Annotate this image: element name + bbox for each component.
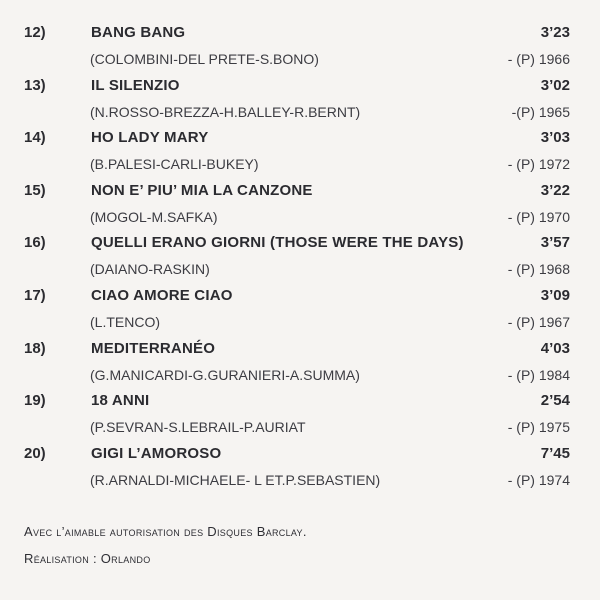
track-credits: (G.MANICARDI-G.GURANIERI-A.SUMMA)	[90, 366, 360, 383]
track-credits: (DAIANO-RASKIN)	[90, 261, 210, 278]
track-title: HO LADY MARY	[91, 129, 209, 147]
track-duration: 3’23	[540, 24, 570, 41]
track-publication: - (P) 1972	[507, 156, 570, 173]
track-publication: - (P) 1975	[507, 419, 570, 436]
track-title: BANG BANG	[91, 24, 186, 41]
track-number: 14)	[24, 129, 46, 147]
track-row	[0, 125, 600, 178]
track-title: GIGI L’AMOROSO	[91, 444, 222, 462]
track-credits: (P.SEVRAN-S.LEBRAIL-P.AURIAT	[90, 419, 306, 436]
track-title: IL SILENZIO	[91, 76, 180, 94]
track-publication: - (P) 1967	[507, 313, 570, 330]
track-row	[0, 73, 600, 126]
track-publication: - (P) 1974	[507, 471, 570, 488]
track-number: 16)	[24, 234, 46, 252]
track-number: 17)	[24, 286, 46, 304]
track-credits: (N.ROSSO-BREZZA-H.BALLEY-R.BERNT)	[90, 103, 361, 120]
track-number: 19)	[24, 392, 46, 410]
track-publication: - (P) 1966	[507, 51, 570, 67]
track-title: NON E’ PIU’ MIA LA CANZONE	[91, 181, 313, 199]
track-credits: (L.TENCO)	[90, 313, 160, 330]
track-duration: 2’54	[540, 392, 570, 410]
track-number: 18)	[24, 339, 46, 357]
track-duration: 3’22	[540, 181, 570, 199]
track-duration: 3’09	[540, 286, 570, 304]
track-row	[0, 20, 600, 73]
track-title: CIAO AMORE CIAO	[91, 286, 233, 304]
track-number: 20)	[24, 444, 46, 462]
track-duration: 3’03	[540, 129, 570, 147]
track-publication: - (P) 1970	[507, 208, 570, 225]
track-row	[0, 388, 600, 441]
track-title: QUELLI ERANO GIORNI (THOSE WERE THE DAYS)	[91, 234, 464, 252]
track-row	[0, 230, 600, 283]
track-row	[0, 441, 600, 494]
track-row	[0, 283, 600, 336]
track-title: MEDITERRANÉO	[91, 339, 216, 357]
track-credits: (COLOMBINI-DEL PRETE-S.BONO)	[90, 51, 319, 67]
track-row	[0, 336, 600, 389]
track-publication: - (P) 1984	[507, 366, 570, 383]
realisation-credit: Réalisation : Orlando	[24, 551, 151, 566]
track-duration: 4’03	[540, 339, 570, 357]
track-duration: 7’45	[540, 444, 570, 462]
track-publication: - (P) 1968	[507, 261, 570, 278]
track-number: 12)	[24, 24, 46, 41]
track-number: 15)	[24, 181, 46, 199]
track-duration: 3’02	[540, 76, 570, 94]
track-row	[0, 178, 600, 231]
track-credits: (R.ARNALDI-MICHAELE- L ET.P.SEBASTIEN)	[90, 471, 381, 488]
track-duration: 3’57	[540, 234, 570, 252]
track-number: 13)	[24, 76, 46, 94]
track-credits: (B.PALESI-CARLI-BUKEY)	[90, 156, 259, 173]
authorization-note: Avec l’aimable autorisation des Disques Barclay.	[24, 524, 307, 539]
track-credits: (MOGOL-M.SAFKA)	[90, 208, 218, 225]
track-title: 18 ANNI	[91, 392, 150, 410]
track-list	[0, 20, 600, 493]
track-publication: -(P) 1965	[511, 103, 570, 120]
